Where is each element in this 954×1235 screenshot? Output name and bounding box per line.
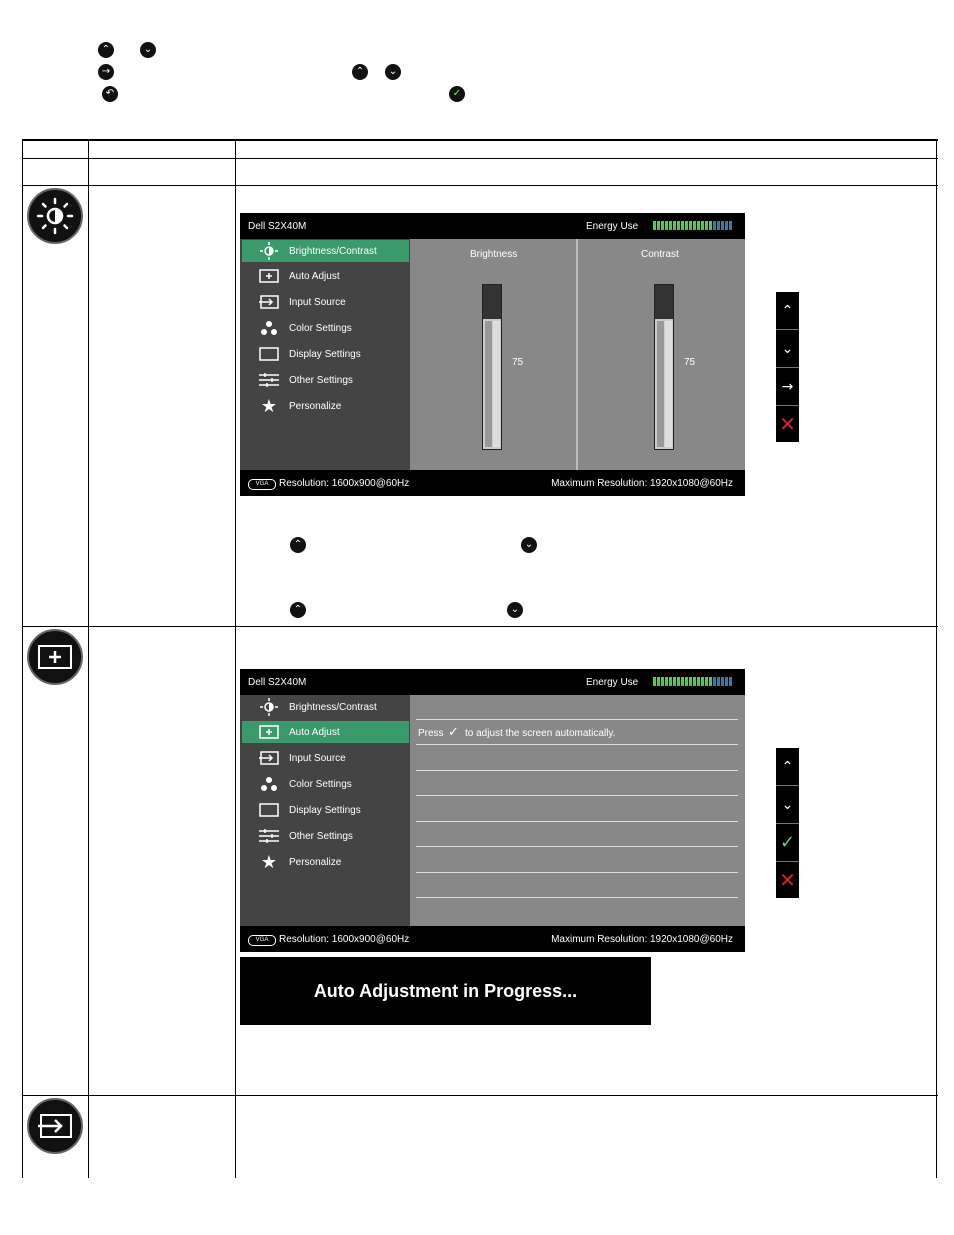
energy-segment: [685, 221, 688, 230]
input-source-icon: [27, 1098, 83, 1154]
resolution-text: Resolution: 1600x900@60Hz: [279, 478, 410, 489]
energy-segment: [713, 677, 716, 686]
menu-item-other-settings[interactable]: [242, 369, 409, 391]
energy-segment: [729, 677, 732, 686]
osd-button-bar: [776, 292, 799, 442]
chevron-down-icon: ⌄: [521, 537, 537, 553]
energy-segment: [705, 677, 708, 686]
row-separator: [416, 897, 738, 898]
menu-label: Color Settings: [289, 323, 352, 334]
menu-item-display-settings[interactable]: [242, 799, 409, 821]
check-icon: ✓: [448, 725, 459, 740]
menu-label: Other Settings: [289, 375, 353, 386]
down-button[interactable]: ⌄: [776, 330, 799, 368]
chevron-down-icon: ⌄: [385, 64, 401, 80]
model-name: Dell S2X40M: [248, 221, 307, 232]
energy-segment: [709, 221, 712, 230]
osd-menu: [240, 695, 410, 926]
energy-segment: [697, 677, 700, 686]
energy-segment: [725, 677, 728, 686]
energy-segment: [661, 677, 664, 686]
energy-segment: [725, 221, 728, 230]
energy-segment: [673, 221, 676, 230]
chevron-down-icon: ⌄: [140, 42, 156, 58]
up-button[interactable]: ⌃: [776, 748, 799, 786]
row-separator: [416, 770, 738, 771]
display-icon: [258, 345, 280, 363]
contrast-value: 75: [684, 357, 696, 368]
vga-icon: VGA: [248, 479, 276, 490]
row-separator: [416, 744, 738, 745]
menu-item-auto-adjust[interactable]: [242, 721, 409, 743]
menu-item-other-settings[interactable]: [242, 825, 409, 847]
table-border: [22, 139, 938, 141]
auto-adjust-progress-banner: [240, 957, 651, 1025]
osd-content: [410, 239, 745, 470]
max-resolution-text: Maximum Resolution: 1920x1080@60Hz: [551, 478, 733, 489]
sliders-icon: [258, 371, 280, 389]
brightness-value: 75: [512, 357, 524, 368]
table-border: [88, 139, 89, 1178]
energy-segment: [689, 221, 692, 230]
osd-menu: [240, 239, 410, 470]
confirm-button[interactable]: ✓: [776, 824, 799, 862]
menu-item-personalize[interactable]: [242, 395, 409, 417]
energy-segment: [665, 677, 668, 686]
chevron-down-icon: ⌄: [507, 602, 523, 618]
auto-adjust-icon: [27, 629, 83, 685]
color-dots-icon: [258, 319, 280, 337]
energy-segment: [729, 221, 732, 230]
input-source-icon: [258, 749, 280, 767]
progress-text: Auto Adjustment in Progress...: [313, 980, 578, 1001]
menu-label: Display Settings: [289, 349, 361, 360]
energy-segment: [653, 221, 656, 230]
chevron-up-icon: ⌃: [352, 64, 368, 80]
menu-item-brightness-contrast[interactable]: [242, 696, 409, 718]
energy-segment: [665, 221, 668, 230]
row-separator: [416, 821, 738, 822]
energy-segment: [713, 221, 716, 230]
energy-label: Energy Use: [586, 221, 639, 232]
menu-item-display-settings[interactable]: [242, 343, 409, 365]
energy-segment: [681, 221, 684, 230]
energy-segment: [669, 221, 672, 230]
sliders-icon: [258, 827, 280, 845]
brightness-title: Brightness: [470, 249, 518, 260]
adjust-text: to adjust the screen automatically.: [465, 728, 616, 739]
brightness-slider[interactable]: [482, 284, 502, 450]
menu-item-brightness-contrast[interactable]: [242, 240, 409, 262]
menu-label: Auto Adjust: [289, 727, 340, 738]
row-separator: [416, 795, 738, 796]
menu-label: Input Source: [289, 753, 346, 764]
input-source-icon: [258, 293, 280, 311]
energy-meter: [653, 677, 735, 686]
energy-segment: [721, 221, 724, 230]
press-text: Press: [418, 728, 444, 739]
menu-label: Brightness/Contrast: [289, 246, 377, 257]
menu-label: Display Settings: [289, 805, 361, 816]
star-icon: ★: [260, 851, 278, 873]
contrast-title: Contrast: [641, 249, 679, 260]
table-border: [22, 1095, 938, 1096]
table-border: [22, 139, 23, 1178]
auto-adjust-icon: [258, 723, 280, 741]
row-separator: [416, 719, 738, 720]
energy-segment: [677, 677, 680, 686]
enter-button[interactable]: →: [776, 368, 799, 406]
energy-segment: [681, 677, 684, 686]
table-border: [936, 139, 937, 1178]
close-button[interactable]: ✕: [779, 411, 796, 436]
display-icon: [258, 801, 280, 819]
energy-segment: [701, 677, 704, 686]
table-border: [22, 185, 938, 186]
table-border: [22, 626, 938, 627]
energy-segment: [693, 677, 696, 686]
energy-segment: [701, 221, 704, 230]
energy-meter: [653, 221, 735, 230]
osd-brightness-contrast: [240, 213, 745, 496]
model-name: Dell S2X40M: [248, 677, 307, 688]
sun-icon: [258, 698, 280, 716]
menu-item-color-settings[interactable]: [242, 773, 409, 795]
energy-segment: [705, 221, 708, 230]
energy-segment: [697, 221, 700, 230]
energy-segment: [657, 677, 660, 686]
energy-segment: [677, 221, 680, 230]
check-icon: ✓: [449, 86, 465, 102]
energy-segment: [693, 221, 696, 230]
close-button[interactable]: ✕: [779, 867, 796, 892]
osd-content: [410, 695, 745, 926]
chevron-up-icon: ⌃: [98, 42, 114, 58]
menu-label: Input Source: [289, 297, 346, 308]
menu-item-input-source[interactable]: [242, 747, 409, 769]
chevron-up-icon: ⌃: [290, 537, 306, 553]
menu-label: Brightness/Contrast: [289, 702, 377, 713]
star-icon: ★: [260, 395, 278, 417]
brightness-icon: [27, 188, 83, 244]
arrow-right-icon: →: [98, 64, 114, 80]
menu-label: Personalize: [289, 401, 342, 412]
energy-segment: [661, 221, 664, 230]
energy-segment: [721, 677, 724, 686]
color-dots-icon: [258, 775, 280, 793]
menu-label: Other Settings: [289, 831, 353, 842]
energy-segment: [657, 221, 660, 230]
menu-item-auto-adjust[interactable]: [242, 265, 409, 287]
menu-label: Auto Adjust: [289, 271, 340, 282]
auto-adjust-icon: [258, 267, 280, 285]
menu-item-color-settings[interactable]: [242, 317, 409, 339]
contrast-slider[interactable]: [654, 284, 674, 450]
sun-icon: [258, 242, 280, 260]
energy-segment: [717, 677, 720, 686]
energy-segment: [673, 677, 676, 686]
back-arrow-icon: ↶: [102, 86, 118, 102]
osd-button-bar: [776, 748, 799, 898]
vga-icon: VGA: [248, 935, 276, 946]
row-separator: [416, 846, 738, 847]
menu-label: Color Settings: [289, 779, 352, 790]
energy-segment: [685, 677, 688, 686]
menu-item-input-source[interactable]: [242, 291, 409, 313]
energy-segment: [709, 677, 712, 686]
menu-label: Personalize: [289, 857, 342, 868]
chevron-up-icon: ⌃: [290, 602, 306, 618]
menu-item-personalize[interactable]: [242, 851, 409, 873]
energy-label: Energy Use: [586, 677, 639, 688]
up-button[interactable]: ⌃: [776, 292, 799, 330]
energy-segment: [653, 677, 656, 686]
table-border: [235, 139, 236, 1178]
panel-divider: [576, 239, 578, 470]
row-separator: [416, 872, 738, 873]
resolution-text: Resolution: 1600x900@60Hz: [279, 934, 410, 945]
osd-auto-adjust: [240, 669, 745, 952]
table-border: [22, 158, 938, 159]
max-resolution-text: Maximum Resolution: 1920x1080@60Hz: [551, 934, 733, 945]
down-button[interactable]: ⌄: [776, 786, 799, 824]
energy-segment: [717, 221, 720, 230]
energy-segment: [689, 677, 692, 686]
energy-segment: [669, 677, 672, 686]
